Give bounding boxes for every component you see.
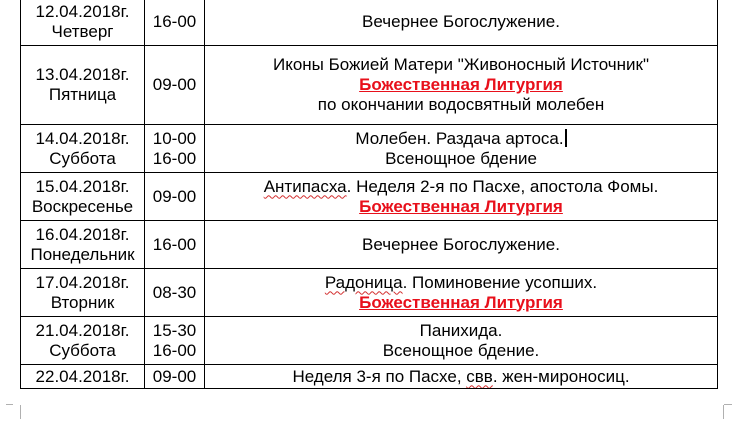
table-row bbox=[21, 221, 718, 269]
time-text: 09-00 bbox=[152, 75, 197, 94]
weekday-text: Вторник bbox=[50, 292, 115, 312]
page-margin-marker-right bbox=[724, 404, 732, 405]
weekday-text: Пятница bbox=[48, 85, 117, 104]
event-text: Панихида. bbox=[419, 320, 503, 340]
liturgy-text: Божественная Литургия bbox=[359, 75, 563, 94]
time-cell bbox=[145, 221, 205, 269]
event-cell bbox=[205, 221, 718, 269]
date-text: 12.04.2018г. bbox=[35, 2, 130, 21]
date-cell bbox=[21, 365, 145, 389]
date-text: 16.04.2018г. bbox=[35, 224, 130, 244]
date-text: 14.04.2018г. bbox=[35, 128, 130, 148]
liturgy-text: Божественная Литургия bbox=[359, 292, 563, 312]
table-row bbox=[21, 317, 718, 365]
event-text: . жен-мироносиц. bbox=[492, 366, 630, 386]
date-text: 15.04.2018г. bbox=[35, 176, 130, 196]
time-cell bbox=[145, 46, 205, 125]
page-margin-marker-left bbox=[6, 404, 13, 405]
service-schedule-table bbox=[20, 0, 718, 389]
table-row bbox=[21, 269, 718, 317]
weekday-text: Суббота bbox=[49, 340, 116, 360]
time-text: 16-00 bbox=[152, 148, 197, 168]
time-cell bbox=[145, 173, 205, 221]
time-text: 16-00 bbox=[152, 340, 197, 360]
time-cell bbox=[145, 269, 205, 317]
date-text: 17.04.2018г. bbox=[35, 272, 130, 292]
text-cursor bbox=[565, 129, 567, 147]
table-row bbox=[21, 46, 718, 125]
table-row bbox=[21, 125, 718, 173]
event-cell bbox=[205, 173, 718, 221]
event-text: Всенощное бдение bbox=[385, 148, 537, 168]
date-cell bbox=[21, 221, 145, 269]
event-text: Всенощное бдение. bbox=[382, 340, 540, 360]
date-cell bbox=[21, 269, 145, 317]
event-cell bbox=[205, 317, 718, 365]
event-line bbox=[207, 177, 715, 197]
date-cell bbox=[21, 125, 145, 173]
time-text: 09-00 bbox=[152, 366, 197, 386]
weekday-text: Понедельник bbox=[30, 244, 135, 264]
page-margin-marker-right bbox=[723, 405, 732, 419]
weekday-text: Воскресенье bbox=[31, 196, 134, 216]
time-text: 16-00 bbox=[152, 12, 197, 31]
time-text: 08-30 bbox=[152, 282, 197, 302]
date-cell bbox=[21, 173, 145, 221]
weekday-text: Четверг bbox=[51, 22, 114, 41]
table-row bbox=[21, 0, 718, 46]
time-text: 10-00 bbox=[152, 128, 197, 148]
event-cell bbox=[205, 46, 718, 125]
date-cell bbox=[21, 317, 145, 365]
date-text: 21.04.2018г. bbox=[35, 320, 130, 340]
date-text: 13.04.2018г. bbox=[35, 65, 130, 84]
time-text: 09-00 bbox=[152, 186, 197, 206]
time-cell bbox=[145, 0, 205, 46]
misspelled-word: Радоница bbox=[324, 272, 403, 292]
table-row bbox=[21, 365, 718, 389]
event-cell bbox=[205, 365, 718, 389]
event-text: . Поминовение усопших. bbox=[402, 272, 598, 292]
date-text: 22.04.2018г. bbox=[35, 366, 130, 386]
table-row bbox=[21, 173, 718, 221]
page-margin-marker-left bbox=[12, 405, 21, 419]
event-cell bbox=[205, 0, 718, 46]
event-text: Молебен. Раздача артоса. bbox=[355, 128, 564, 148]
event-line bbox=[207, 273, 715, 293]
event-line bbox=[207, 367, 715, 387]
time-text: 16-00 bbox=[152, 234, 197, 254]
event-cell[interactable] bbox=[205, 125, 718, 173]
time-cell bbox=[145, 365, 205, 389]
event-text: Неделя 3-я по Пасхе, bbox=[292, 366, 467, 386]
date-cell bbox=[21, 0, 145, 46]
time-cell bbox=[145, 317, 205, 365]
date-cell bbox=[21, 46, 145, 125]
time-text: 15-30 bbox=[152, 320, 197, 340]
event-line bbox=[207, 129, 715, 149]
event-text: Вечернее Богослужение. bbox=[362, 234, 560, 254]
misspelled-word: Антипасха bbox=[263, 176, 347, 196]
weekday-text: Суббота bbox=[49, 148, 116, 168]
event-text: . Неделя 2-я по Пасхе, апостола Фомы. bbox=[346, 176, 659, 196]
event-text: по окончании водосвятный молебен bbox=[317, 95, 605, 114]
liturgy-text: Божественная Литургия bbox=[359, 196, 563, 216]
misspelled-word: свв bbox=[466, 366, 493, 386]
event-cell bbox=[205, 269, 718, 317]
event-text: Иконы Божией Матери "Живоносный Источник" bbox=[272, 55, 650, 74]
time-cell bbox=[145, 125, 205, 173]
event-text: Вечернее Богослужение. bbox=[362, 12, 560, 31]
